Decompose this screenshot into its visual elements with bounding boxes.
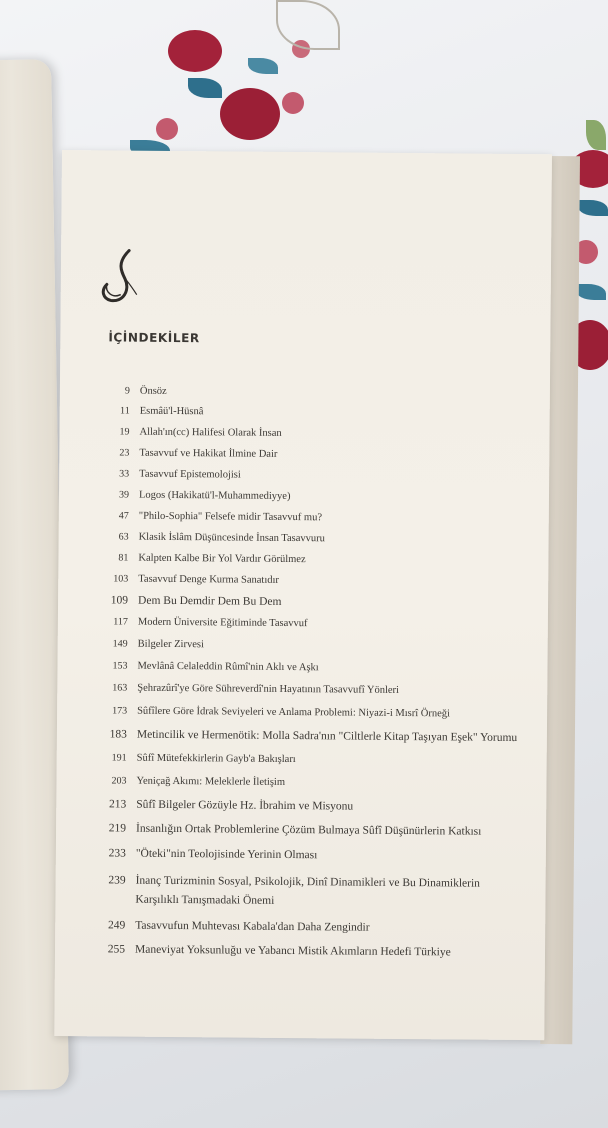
toc-entry-title: Kalpten Kalbe Bir Yol Vardır Görülmez xyxy=(138,552,306,566)
toc-entry-title: Mevlânâ Celaleddin Rûmî'nin Aklı ve Aşkı xyxy=(137,660,319,674)
toc-page-number: 19 xyxy=(119,426,130,438)
toc-entry xyxy=(56,798,536,814)
toc-page-number: 239 xyxy=(108,874,126,887)
blue-leaf xyxy=(578,200,608,216)
toc-page-number: 39 xyxy=(118,489,130,501)
toc-page-number: 63 xyxy=(118,531,129,543)
toc-heading: İÇİNDEKİLER xyxy=(108,330,200,346)
toc-page-number: 23 xyxy=(119,447,130,459)
toc-page-number: 173 xyxy=(112,705,128,717)
pink-flower xyxy=(282,92,304,114)
toc-entry-title: Tasavvufun Muhtevası Kabala'dan Daha Zengindir xyxy=(135,919,370,934)
toc-page-number: 191 xyxy=(111,752,127,764)
toc-entry-title: Klasik İslâm Düşüncesinde İnsan Tasavvuru xyxy=(138,531,325,545)
pink-flower xyxy=(156,118,178,140)
toc-entry-title: Dem Bu Demdir Dem Bu Dem xyxy=(138,594,282,608)
toc-page-number: 163 xyxy=(112,682,128,694)
toc-entry xyxy=(58,638,538,653)
toc-entry-title: "Philo-Sophia" Felsefe midir Tasavvuf mu? xyxy=(138,510,323,524)
toc-entry xyxy=(55,919,535,935)
toc-entry xyxy=(59,531,539,546)
toc-entry-title: Bilgeler Zirvesi xyxy=(137,638,204,651)
toc-page-number: 33 xyxy=(119,468,130,480)
toc-entry-title: Sûfîlere Göre İdrak Seviyeleri ve Anlama Problemi: Niyazi-i Mısrî Örneği xyxy=(137,705,451,720)
toc-entry xyxy=(55,943,535,959)
toc-page-number: 213 xyxy=(108,798,127,811)
toc-page-number: 47 xyxy=(118,510,129,522)
toc-entry-title: Maneviyat Yoksunluğu ve Yabancı Mistik Akımların Hedefi Türkiye xyxy=(134,943,451,959)
toc-entry-title: İnsanlığın Ortak Problemlerine Çözüm Bulmaya Sûfî Düşünürlerin Katkısı xyxy=(136,822,482,838)
blue-leaf xyxy=(188,78,222,98)
toc-entry-title: Modern Üniversite Eğitiminde Tasavvuf xyxy=(137,616,308,630)
toc-page-number: 183 xyxy=(109,728,127,741)
toc-entry-title: Sûfî Mütefekkirlerin Gayb'a Bakışları xyxy=(136,752,296,766)
toc-entry xyxy=(59,426,539,441)
toc-entry-title: Metincilik ve Hermenötik: Molla Sadra'nın "Ciltlerle Kitap Taşıyan Eşek" Yorumu xyxy=(136,728,518,744)
toc-entry-title: Esmâü'l-Hüsnâ xyxy=(139,405,204,418)
toc-entry xyxy=(58,594,538,610)
toc-entry xyxy=(57,660,537,675)
toc-entry-title: Yeniçağ Akımı: Meleklerle İletişim xyxy=(136,775,286,788)
blue-leaf xyxy=(248,58,278,74)
toc-entry xyxy=(60,405,540,420)
toc-entry-title: Tasavvuf Epistemolojisi xyxy=(139,468,241,481)
toc-entry-title: Allah'ın(cc) Halifesi Olarak İnsan xyxy=(139,426,282,439)
toc-entry xyxy=(58,616,538,631)
table-of-contents xyxy=(60,385,550,959)
toc-page-number: 219 xyxy=(108,822,127,835)
toc-entry xyxy=(60,385,540,400)
toc-entry-title: Logos (Hakikatü'l-Muhammediyye) xyxy=(138,489,291,503)
outline-leaf xyxy=(276,0,340,50)
toc-entry-title: Şehrazûrî'ye Göre Sühreverdî'nin Hayatının Tasavvufî Yönleri xyxy=(137,682,400,696)
toc-entry xyxy=(59,510,539,525)
toc-entry-title: Tasavvuf ve Hakikat İlmine Dair xyxy=(139,447,278,460)
toc-entry-title: İnanç Turizminin Sosyal, Psikolojik, Dinî Dinamikleri ve Bu Dinamiklerin Karşılıklı Tanışmadaki Önemi xyxy=(135,874,481,907)
toc-page-number: 109 xyxy=(110,594,129,607)
blue-leaf xyxy=(576,284,606,300)
toc-entry-title: Tasavvuf Denge Kurma Sanatıdır xyxy=(138,573,279,586)
toc-entry-title: Sûfî Bilgeler Gözüyle Hz. İbrahim ve Misyonu xyxy=(136,798,354,813)
toc-page-number: 103 xyxy=(113,573,129,585)
toc-entry-title: "Öteki"nin Teolojisinde Yerinin Olması xyxy=(135,847,318,862)
toc-entry xyxy=(57,752,537,767)
toc-entry xyxy=(55,871,535,913)
toc-entry xyxy=(59,489,539,504)
toc-entry xyxy=(57,682,537,697)
toc-entry xyxy=(59,447,539,462)
toc-page-number: 81 xyxy=(118,552,129,564)
toc-entry xyxy=(58,573,538,588)
red-flower xyxy=(168,30,222,72)
toc-entry xyxy=(56,847,536,863)
toc-page-number: 233 xyxy=(108,847,126,860)
toc-page-number: 149 xyxy=(112,638,128,650)
toc-entry xyxy=(57,705,537,720)
toc-page-number: 11 xyxy=(120,405,130,417)
toc-page-number: 117 xyxy=(113,616,128,628)
toc-page-number: 153 xyxy=(112,660,128,672)
toc-page-number: 249 xyxy=(107,919,126,932)
toc-entry xyxy=(57,728,537,744)
green-leaf xyxy=(586,120,606,150)
toc-page-number: 255 xyxy=(107,943,126,956)
toc-entry-title: Önsöz xyxy=(139,385,167,397)
red-flower xyxy=(220,88,280,140)
toc-page-number: 203 xyxy=(111,775,127,787)
toc-entry xyxy=(56,775,536,790)
toc-page-number: 9 xyxy=(124,385,130,397)
calligraphic-ornament-icon xyxy=(99,248,144,308)
book-page xyxy=(54,150,552,1040)
toc-entry xyxy=(56,822,536,838)
toc-entry xyxy=(58,552,538,567)
toc-entry xyxy=(59,468,539,483)
